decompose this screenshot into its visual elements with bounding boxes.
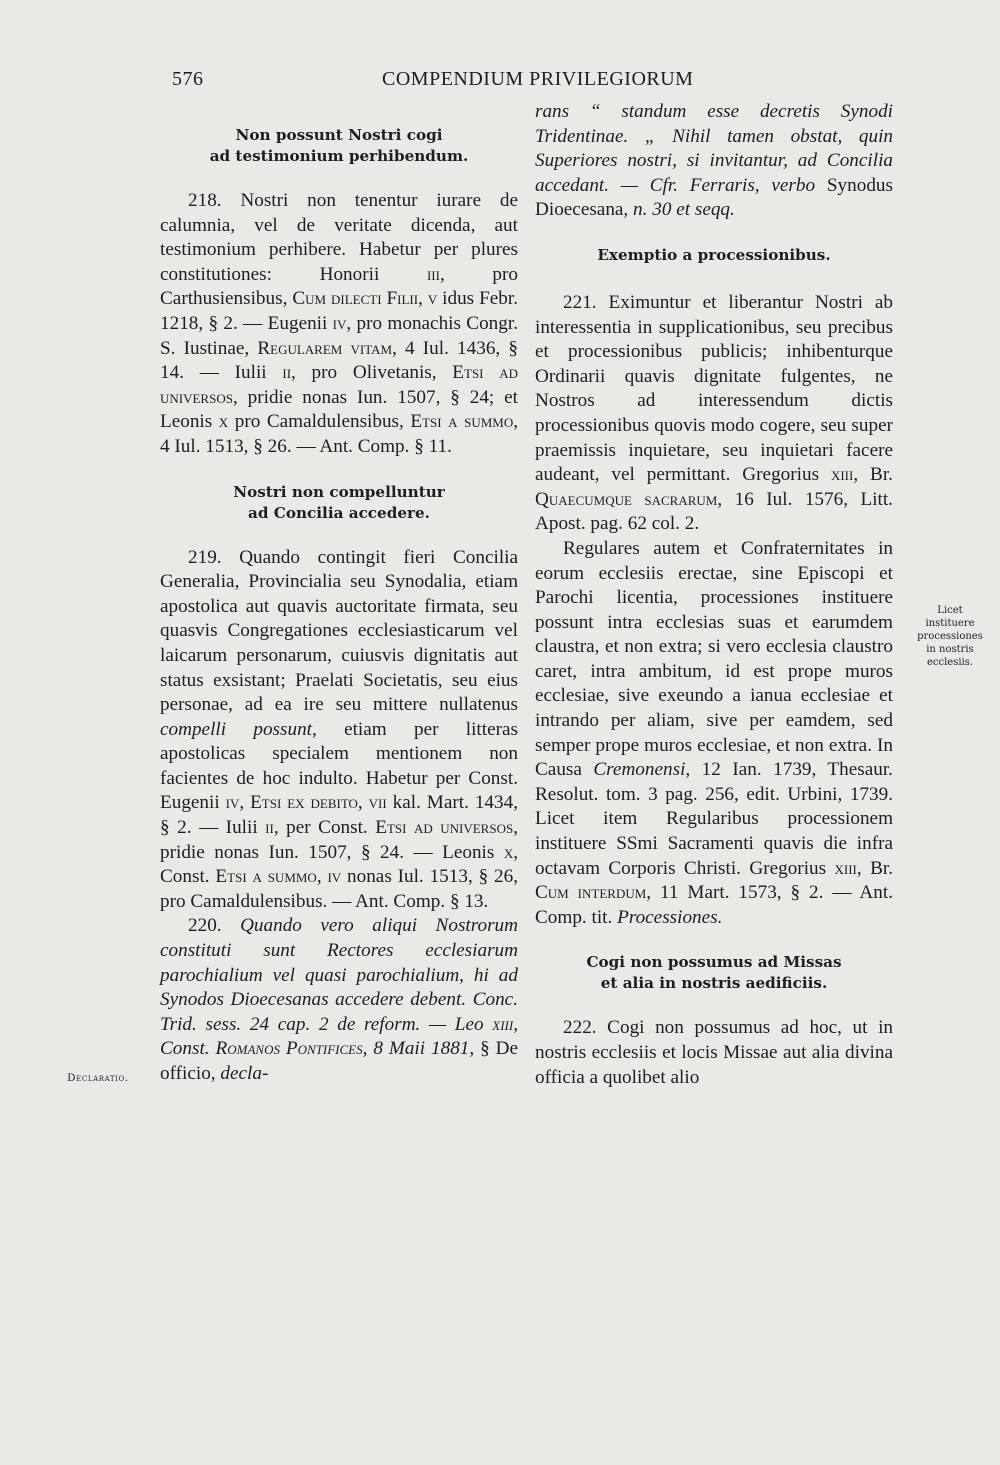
paragraph-221: 221. Eximuntur et liberantur Nostri ab interessentia in supplicationibus, seu precibus et processionibus publicis; inhibenturque Ordinarii quavis dignitate fulgentes, ne Nostros ad interessendum dictis processionibus quovis modo cogere, seu super praemissis inquietare, seu inquietari facere audeant, vel permittant. Gregorius xiii, Br. Quaecumque sacrarum, 16 Iul. 1576, Litt. Apost. pag. 62 col. 2. <box>535 291 893 535</box>
running-header <box>160 68 880 96</box>
section-heading-missas: Cogi non possumus ad Missas et alia in nostris aedificiis. <box>586 953 842 993</box>
margin-note-declaratio: Declaratio. <box>67 1072 129 1084</box>
left-column <box>160 100 518 1087</box>
paragraph-222: 222. Cogi non possumus ad hoc, ut in nostris ecclesiis et locis Missae aut alia divina officia a quolibet alio <box>535 1017 893 1088</box>
section-heading-concilia: Nostri non compelluntur ad Concilia accedere. <box>233 482 445 522</box>
page-number: 576 <box>172 68 204 90</box>
paragraph-221-regulares: Regulares autem et Confraternitates in eorum ecclesiis erectae, sine Episcopi et Parochi licentia, processiones instituere possunt intra ecclesias suas et earumdem claustra, et non extra; si vero ecclesia claustro caret, intra ambitum, id est prope muros ecclesiae, sive exeundo a ianua ecclesiae et intrando per aliam, sive per eamdem, sed semper prope muros ecclesiae, et non extra. In Causa Cremonensi, 12 Ian. 1739, Thesaur. Resolut. tom. 3 pag. 256, edit. Urbini, 1739. Licet item Regularibus processionem instituere SSmi Sacramenti quavis die infra octavam Corporis Christi. Gregorius xiii, Br. Cum interdum, 11 Mart. 1573, § 2. — Ant. Comp. tit. Processiones. <box>535 537 893 928</box>
right-column <box>535 100 893 1090</box>
paragraph-220-continued: rans “ standum esse decretis Synodi Tridentinae. „ Nihil tamen obstat, quin Superiores nostri, si invitantur, ad Concilia accedant. — Cfr. Ferraris, verbo Synodus Dioecesana, n. 30 et seqq. <box>535 101 893 221</box>
section-heading-testimonium: Non possunt Nostri cogi ad testimonium perhibendum. <box>209 126 469 165</box>
paragraph-220: 220. Quando vero aliqui Nostrorum constituti sunt Rectores ecclesiarum parochialium vel quasi parochialium, hi ad Synodos Dioecesanas accedere debent. Conc. Trid. sess. 24 cap. 2 de reform. — Leo xiii, Const. Romanos Pontifices, 8 Maii 1881, § De officio, decla- <box>160 915 519 1084</box>
running-title: COMPENDIUM PRIVILEGIORUM <box>382 68 694 90</box>
paragraph-219: 219. Quando contingit fieri Concilia Generalia, Provincialia seu Synodalia, etiam apostolica aut quavis auctoritate firmata, seu quasvis Congregationes ecclesiasticarum vel laicarum personarum, cuiusvis dignitatis aut status exsistant; Praelati Societatis, seu eius personae, ad ea ire seu mittere nullatenus compelli possunt, etiam per litteras apostolicas specialem mentionem non facientes de hoc indulto. Habetur per Const. Eugenii iv, Etsi ex debito, vii kal. Mart. 1434, § 2. — Iulii ii, per Const. Etsi ad universos, pridie nonas Iun. 1507, § 24. — Leonis x, Const. Etsi a summo, iv nonas Iul. 1513, § 26, pro Camaldulensibus. — Ant. Comp. § 13. <box>160 546 519 912</box>
margin-note-processiones: Licet instituere processiones in nostris ecclesiis. <box>917 605 983 668</box>
paragraph-218: 218. Nostri non tenentur iurare de calumnia, vel de veritate dicenda, aut testimonium perhibere. Habetur per plures constitutiones: Honorii iii, pro Carthusiensibus, Cum dilecti Filii, v idus Febr. 1218, § 2. — Eugenii iv, pro monachis Congr. S. Iustinae, Regularem vitam, 4 Iul. 1436, § 14. — Iulii ii, pro Olivetanis, Etsi ad universos, pridie nonas Iun. 1507, § 24; et Leonis x pro Camaldulensibus, Etsi a summo, 4 Iul. 1513, § 26. — Ant. Comp. § 11. <box>160 190 519 457</box>
section-heading-processionibus: Exemptio a processionibus. <box>597 245 831 264</box>
